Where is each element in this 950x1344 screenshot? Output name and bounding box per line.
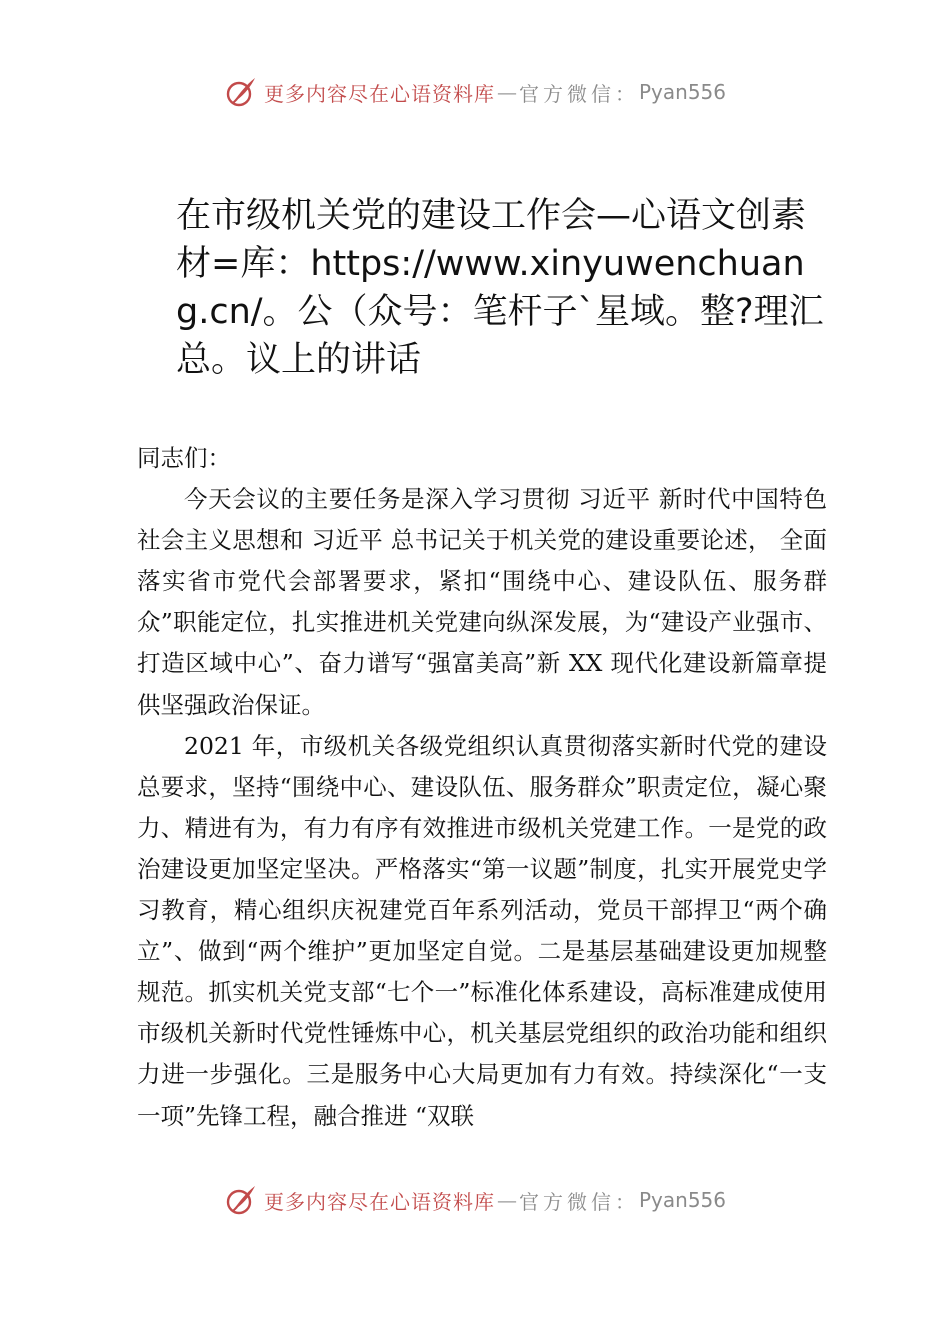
paragraph-2: 2021 年，市级机关各级党组织认真贯彻落实新时代党的建设总要求，坚持“围绕中心、建设队伍、服务群众”职责定位，凝心聚力、精进有为，有力有序有效推进市级机关党建工作。一是党的政治建设更加坚定坚决。严格落实“第一议题”制度，扎实开展党史学习教育，精心组织庆祝建党百年系列活动，党员干部捍卫“两个确立”、做到“两个维护”更加坚定自觉。二是基层基础建设更加规整规范。抓实机关党支部“七个一”标准化体系建设，高标准建成使用市级机关新时代党性锤炼中心，机关基层党组织的政治功能和组织力进一步强化。三是服务中心大局更加有力有效。持续深化“一支一项”先锋工程，融合推进 “双联 [137, 731, 827, 1130]
watermark-site-text: 更多内容尽在心语资料库 [263, 81, 495, 106]
document-title: 在市级机关党的建设工作会—心语文创素材=库：https://www.xinyuwenchuang.cn/。公（众号：笔杆子`星域。整?理汇总。议上的讲话 [176, 196, 824, 380]
watermark-wechat-id: Pyan556 [638, 80, 726, 104]
quill-pen-logo-icon [224, 1183, 258, 1217]
paragraph-1: 今天会议的主要任务是深入学习贯彻 习近平 新时代中国特色社会主义思想和 习近平 总书记关于机关党的建设重要论述， 全面落实省市党代会部署要求，紧扣“围绕中心、建设队伍、服务群众”职能定位，扎实推进机关党建向纵深发展，为“建设产业强市、打造区域中心”、奋力谱写“强富美高”新 XX 现代化建设新篇章提供坚强政治保证。 [137, 485, 827, 719]
quill-pen-logo-icon [224, 75, 258, 109]
watermark-header [0, 72, 950, 112]
watermark-wechat-label: 官方微信： [518, 1189, 639, 1214]
document-body [137, 438, 827, 1137]
watermark-dash: — [496, 80, 517, 104]
watermark-footer [0, 1180, 950, 1220]
watermark-wechat-id: Pyan556 [638, 1188, 726, 1212]
watermark-wechat-label: 官方微信： [518, 81, 639, 106]
watermark-site-text: 更多内容尽在心语资料库 [263, 1189, 495, 1214]
salutation: 同志们： [137, 444, 231, 472]
watermark-dash: — [496, 1188, 517, 1212]
